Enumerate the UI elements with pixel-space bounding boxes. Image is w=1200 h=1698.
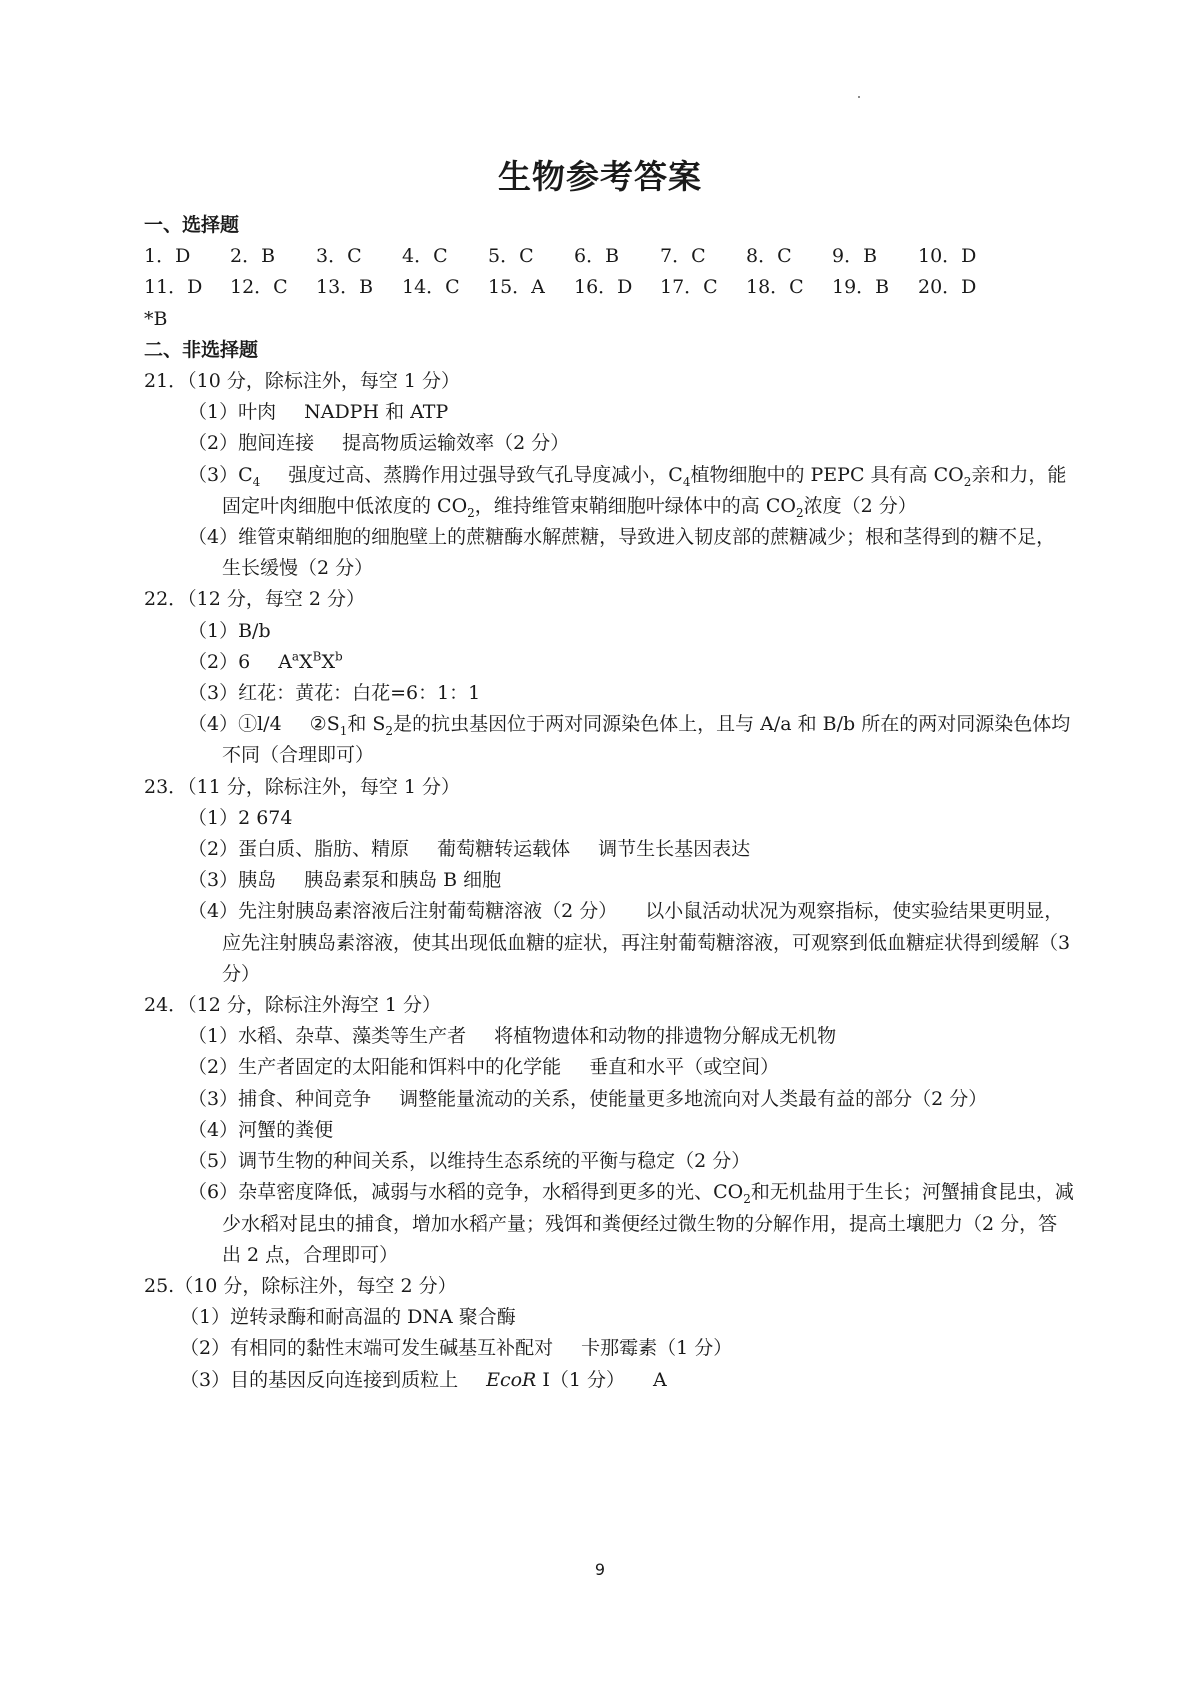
answer-item: （2）蛋白质、脂肪、精原 葡萄糖转运载体 调节生长基因表达 — [188, 838, 751, 861]
question-23 — [144, 772, 1074, 990]
mc-row-2 — [144, 272, 1074, 303]
page-number: 9 — [594, 1560, 606, 1579]
answer-item: （1）B/b — [188, 619, 271, 642]
answer-item: （2）6 $A^aX^BX^b$ — [188, 649, 343, 673]
mc-answer: 9．B — [832, 245, 878, 268]
answer-item: （6）杂草密度降低，减弱与水稻的竞争，水稻得到更多的光、$CO_2$和无机盐用于生长；河蟹捕食昆虫，减少水稻对昆虫的捕食，增加水稻产量；残饵和粪便经过微生物的分解作用，提高土壤肥力（2 分，答出 2 点，合理即可） — [188, 1181, 1074, 1266]
mc-answer: 20．D — [918, 276, 977, 299]
answer-item: （3）目的基因反向连接到质粒上 EcoR I（1 分） A — [180, 1368, 667, 1391]
answer-item: （1）2 674 — [188, 806, 293, 829]
mc-answer: 19．B — [832, 276, 890, 299]
question-25 — [144, 1271, 1074, 1396]
question-header: 22．（12 分，每空 2 分） — [144, 588, 366, 611]
speck-mark — [858, 96, 860, 98]
mc-answer: 15．A — [488, 276, 545, 299]
question-22 — [144, 584, 1074, 771]
mc-answer: 4．C — [402, 245, 448, 268]
answer-item: （4）河蟹的粪便 — [188, 1118, 334, 1141]
mc-row-1 — [144, 241, 1074, 272]
mc-answer: 16．D — [574, 276, 633, 299]
answer-item: （4）先注射胰岛素溶液后注射葡萄糖溶液（2 分） 以小鼠活动状况为观察指标，使实验结果更明显，应先注射胰岛素溶液，使其出现低血糖的症状，再注射葡萄糖溶液，可观察到低血糖症状得到缓解（3 分） — [188, 900, 1071, 985]
answer-item: （2）有相同的黏性末端可发生碱基互补配对 卡那霉素（1 分） — [180, 1337, 733, 1360]
answer-item: （4）维管束鞘细胞的细胞壁上的蔗糖酶水解蔗糖，导致进入韧皮部的蔗糖减少；根和茎得到的糖不足，生长缓慢（2 分） — [188, 526, 1056, 580]
mc-answer: 1．D — [144, 245, 191, 268]
answer-item: （3）胰岛 胰岛素泵和胰岛 B 细胞 — [188, 869, 502, 892]
question-header: 23．（11 分，除标注外，每空 1 分） — [144, 775, 461, 798]
mc-answer: 6．B — [574, 245, 620, 268]
mc-answer: 7．C — [660, 245, 706, 268]
question-24 — [144, 990, 1074, 1271]
section-heading-nonchoice: 二、非选择题 — [144, 338, 259, 361]
answer-content — [144, 210, 1074, 1396]
mc-answer: 14．C — [402, 276, 460, 299]
answer-item: （1）水稻、杂草、藻类等生产者 将植物遗体和动物的排遗物分解成无机物 — [188, 1025, 837, 1048]
mc-answer: 2．B — [230, 245, 276, 268]
answer-item: （1）叶肉 NADPH 和 ATP — [188, 401, 449, 424]
answer-item: （2）生产者固定的太阳能和饵料中的化学能 垂直和水平（或空间） — [188, 1056, 780, 1079]
answer-item: （5）调节生物的种间关系，以维持生态系统的平衡与稳定（2 分） — [188, 1150, 751, 1173]
section-heading-choice: 一、选择题 — [144, 214, 240, 236]
mc-answer: 11．D — [144, 276, 203, 299]
mc-answer: 10．D — [918, 245, 977, 268]
answer-item: （3）捕食、种间竞争 调整能量流动的关系，使能量更多地流向对人类最有益的部分（2 分） — [188, 1087, 988, 1110]
mc-answer: 12．C — [230, 276, 288, 299]
question-header: 21．（10 分，除标注外，每空 1 分） — [144, 370, 461, 393]
answer-item: （4）①l/4 $②S_1$和 $S_2$是的抗虫基因位于两对同源染色体上，且与 A/a 和 B/b 所在的两对同源染色体均不同（合理即可） — [188, 713, 1071, 767]
mc-answer: 8．C — [746, 245, 792, 268]
answer-item: （3）红花：黄花：白花=6：1：1 — [188, 682, 481, 705]
question-header: 25.（10 分，除标注外，每空 2 分） — [144, 1274, 457, 1297]
answer-item: （2）胞间连接 提高物质运输效率（2 分） — [188, 432, 570, 455]
question-21 — [144, 366, 1074, 584]
mc-answer: 5．C — [488, 245, 534, 268]
answer-item: $(3)C_4$ 强度过高、蒸腾作用过强导致气孔导度减小，$C_4$植物细胞中的 PEPC 具有高 $CO_2$亲和力，能固定叶肉细胞中低浓度的 $CO_2$，维持维管束鞘细胞叶绿体中的高 $CO_2$浓度（2 分） — [188, 463, 1067, 520]
mc-answer: 17．C — [660, 276, 718, 299]
mc-answer: 13．B — [316, 276, 374, 299]
mc-answer: 3．C — [316, 245, 362, 268]
question-header: 24．（12 分，除标注外海空 1 分） — [144, 994, 442, 1017]
mc-answer: 18．C — [746, 276, 804, 299]
page-title: 生物参考答案 — [498, 157, 702, 196]
answer-item: （1）逆转录酶和耐高温的 DNA 聚合酶 — [180, 1306, 516, 1329]
mc-extra-answer: *B — [144, 307, 168, 330]
